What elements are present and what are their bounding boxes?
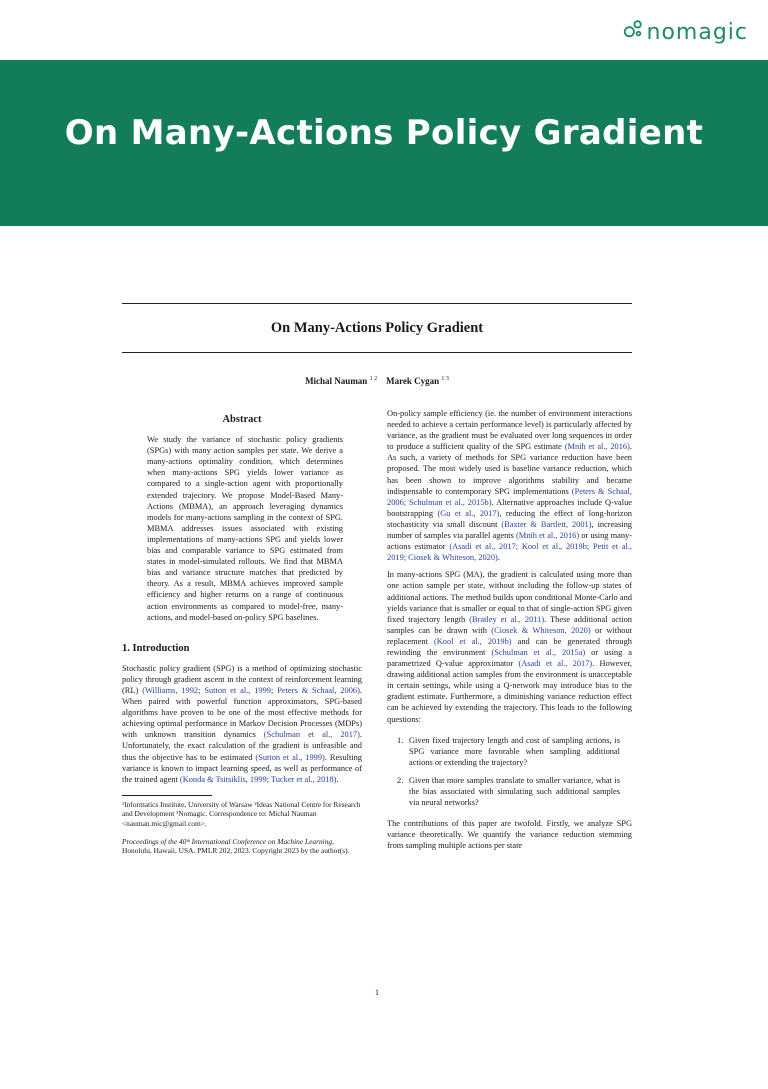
list-item-text: Given that more samples translate to smaller variance, what is the bias associated with simulating such additional samples via neural networks? bbox=[409, 775, 620, 808]
citation-link[interactable]: (Williams, 1992; Sutton et al., 1999; Peters & Schaal, 2006) bbox=[142, 685, 360, 695]
citation-link[interactable]: (Gu et al., 2017) bbox=[437, 508, 500, 518]
brand-name: nomagic bbox=[646, 19, 748, 45]
citation-link[interactable]: (Schulman et al., 2015a) bbox=[491, 647, 586, 657]
citation-link[interactable]: (Peters & Schaal, 2006; Schulman et al., 2015b) bbox=[387, 486, 632, 507]
list-item-text: Given fixed trajectory length and cost of sampling actions, is SPG variance more favorable when sampling additional actions or extending the trajectory? bbox=[409, 735, 620, 767]
body-text: . bbox=[497, 553, 500, 563]
list-item bbox=[387, 775, 632, 808]
left-column bbox=[122, 410, 362, 856]
citation-link[interactable]: (Asadi et al., 2017; Kool et al., 2019b; Petit et al., 2019; Ciosek & Whiteson, 2020) bbox=[387, 542, 632, 563]
section-heading: 1. Introduction bbox=[122, 642, 190, 654]
abstract-text: We study the variance of stochastic policy gradients (SPGs) with many action samples per state. We derive a many-actions optimality condition, which determines when many-actions SPG yields lower variance as compared to a single-action agent with proportionally extended trajectory. We propose Model-Based Many-Actions (MBMA), an approach leveraging dynamics models for many-actions sampling in the context of SPG. MBMA addresses issues associated with existing implementations of many-actions SPG and yields lower bias and comparable variance to SPG estimated from states in model-simulated rollouts. We find that MBMA bias and variance structure matches that predicted by theory. As a result, MBMA achieves improved sample efficiency and higher returns on a range of continuous action environments as compared to model-free, many-actions, and model-based on-policy SPG baselines. bbox=[147, 435, 343, 622]
body-text: . Alternative approaches include Q-value bootstrapping bbox=[387, 497, 633, 518]
author-affiliation: 1 2 bbox=[369, 376, 378, 382]
body-text: or using many-actions estimator bbox=[387, 531, 632, 552]
citation-link[interactable]: (Bratley et al., 2011) bbox=[469, 614, 545, 624]
body-text: or using a parametrized Q-value approximator bbox=[387, 647, 632, 669]
footnote-rule bbox=[122, 795, 212, 796]
citation-link[interactable]: (Mnih et al., 2016) bbox=[516, 531, 580, 541]
proceedings-footnote bbox=[122, 837, 362, 856]
author-name: Marek Cygan bbox=[386, 376, 440, 386]
questions-list bbox=[387, 735, 632, 809]
body-text: On-policy sample efficiency (ie. the number of environment interactions needed to achieve a certain performance level) is particularly affected by variance, as the gradient must be evaluated over long sequences in order to produce a sufficient quality of the SPG estimate bbox=[387, 409, 632, 452]
body-paragraph bbox=[387, 569, 632, 724]
list-item bbox=[387, 735, 632, 768]
paper-title: On Many-Actions Policy Gradient bbox=[270, 320, 484, 336]
nomagic-logo-icon bbox=[622, 18, 644, 46]
title-banner bbox=[0, 60, 768, 226]
page-number: 1 bbox=[374, 988, 380, 997]
citation-link[interactable]: (Ciosek & Whiteson, 2020) bbox=[491, 625, 591, 635]
citation-link[interactable]: (Schulman et al., 2017) bbox=[263, 730, 360, 740]
top-rule bbox=[122, 303, 632, 304]
body-text: In many-actions SPG (MA), the gradient is calculated using more than one action sample per state, without including the follow-up states of additional actions. The method builds upon conditional Monte-Carlo and yields variance that is smaller or equal to that of single-action SPG given fixed trajectory length bbox=[387, 570, 632, 624]
body-text: . When paired with powerful function approximators, SPG-based algorithms have proven to be one of the most effective methods for achieving optimal performance in Markov Decision Processes (MDPs) with unknown transition dynamics bbox=[122, 685, 363, 740]
author-name: Michal Nauman bbox=[305, 376, 368, 386]
title-bottom-rule bbox=[122, 352, 632, 353]
body-text: , reducing the effect of long-horizon stochasticity via small discount bbox=[387, 508, 632, 529]
body-text: and can be generated through rewinding the environment bbox=[387, 636, 632, 657]
body-text: , increasing number of samples via parallel agents bbox=[387, 519, 632, 541]
citation-link[interactable]: (Konda & Tsitsiklis, 1999; Tucker et al., 2018) bbox=[179, 774, 337, 784]
body-text: . bbox=[336, 774, 339, 784]
proceedings-details: , Honolulu, Hawaii, USA. PMLR 202, 2023. Copyright 2023 by the author(s). bbox=[122, 836, 350, 856]
proceedings-venue: Proceedings of the 40ᵗʰ International Conference on Machine Learning bbox=[122, 836, 333, 846]
citation-link[interactable]: (Sutton et al., 1999) bbox=[255, 752, 325, 762]
citation-link[interactable]: (Mnih et al., 2016) bbox=[564, 442, 630, 452]
brand-logo bbox=[622, 18, 749, 46]
author-affiliation: 1 3 bbox=[441, 376, 449, 382]
list-item-number: 2. bbox=[397, 775, 404, 785]
body-text: . These additional action samples can be drawn with bbox=[387, 614, 632, 635]
citation-link[interactable]: (Kool et al., 2019b) bbox=[433, 636, 512, 646]
body-text: . As such, a variety of methods for SPG variance reduction have been proposed. The most widely used is baseline variance reduction, which has been shown to improve algorithms stability and became indispensable to contemporary SPG implementations bbox=[387, 442, 632, 496]
body-text: . Resulting variance is known to impact learning speed, as well as performance of the trained agent bbox=[122, 752, 362, 784]
body-paragraph: The contributions of this paper are twofold. Firstly, we analyze SPG variance theoretically. We quantify the variance reduction stemming from sampling multiple actions per state bbox=[387, 819, 632, 851]
citation-link[interactable]: (Asadi et al., 2017) bbox=[518, 659, 593, 669]
body-text: . However, drawing additional action samples from the environment is unacceptable in certain settings, while using a Q-network may introduce bias to the gradient estimate. Furthermore, a diminishing variance reduction effect can be achieved by extending the trajectory. This leads to the following questions: bbox=[387, 659, 632, 724]
body-text: or without replacement bbox=[387, 625, 632, 646]
body-paragraph bbox=[387, 408, 632, 563]
list-item-number: 1. bbox=[397, 735, 404, 745]
authors-line bbox=[122, 376, 632, 386]
affiliation-footnote: ¹Informatics Institute, University of Warsaw ²Ideas National Centre for Research and Development ³Nomagic. Correspondence to: Michal Nauman <nauman.mic@gmail.com>. bbox=[122, 799, 361, 828]
banner-title: On Many-Actions Policy Gradient bbox=[64, 113, 704, 153]
right-column bbox=[387, 408, 632, 857]
body-text: Stochastic policy gradient (SPG) is a method of optimizing stochastic policy through gradient ascent in the context of reinforcement learning (RL) bbox=[122, 663, 362, 695]
paper-page bbox=[122, 300, 632, 1000]
body-text: . Unfortunately, the exact calculation of the gradient is unfeasible and thus the objective has to be estimated bbox=[122, 730, 362, 762]
intro-paragraph bbox=[122, 663, 362, 785]
citation-link[interactable]: (Baxter & Bartlett, 2001) bbox=[501, 519, 592, 529]
abstract-heading: Abstract bbox=[222, 414, 262, 425]
